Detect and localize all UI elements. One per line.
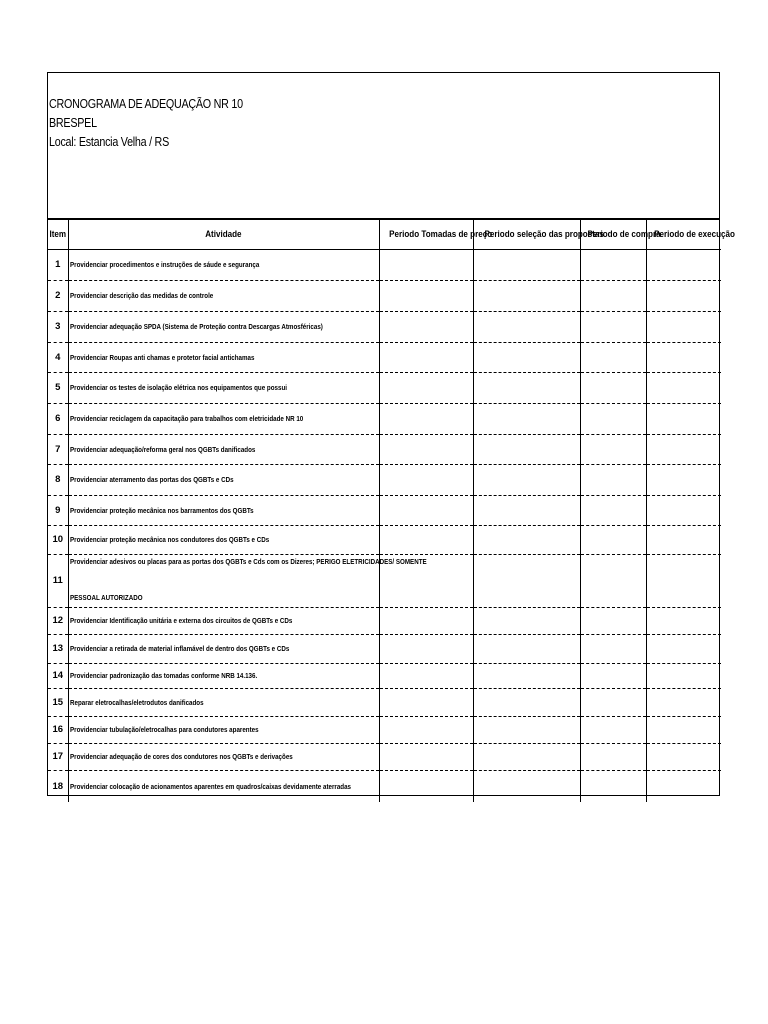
purchase-period-cell[interactable]: [580, 464, 646, 495]
item-number: 14: [48, 663, 68, 688]
execution-period-cell[interactable]: [646, 249, 721, 280]
activity-cell: Providenciar colocação de acionamentos aparentes em quadros/caixas devidamente aterradas: [68, 770, 379, 802]
execution-period-cell[interactable]: [646, 743, 721, 770]
execution-period-cell[interactable]: [646, 554, 721, 607]
document-header: [48, 73, 719, 220]
selection-period-cell[interactable]: [473, 495, 580, 525]
table-row: [48, 554, 721, 607]
activity-cell: Providenciar a retirada de material inflamável de dentro dos QGBTs e CDs: [68, 634, 379, 663]
quote-period-cell[interactable]: [379, 311, 473, 342]
execution-period-cell[interactable]: [646, 403, 721, 434]
quote-period-cell[interactable]: [379, 607, 473, 634]
purchase-period-cell[interactable]: [580, 607, 646, 634]
quote-period-cell[interactable]: [379, 634, 473, 663]
selection-period-cell[interactable]: [473, 554, 580, 607]
selection-period-cell[interactable]: [473, 434, 580, 464]
activity-cell: Providenciar adesivos ou placas para as portas dos QGBTs e Cds com os Dizeres; PERIGO ELETRICIDADES/ SOMENTE PESSOAL AUTORIZADO: [68, 554, 379, 607]
item-number: 12: [48, 607, 68, 634]
execution-period-cell[interactable]: [646, 688, 721, 716]
selection-period-cell[interactable]: [473, 311, 580, 342]
table-row: [48, 372, 721, 403]
item-number: 7: [48, 434, 68, 464]
table-row: [48, 663, 721, 688]
table-row: [48, 688, 721, 716]
column-header-execution-period: Periodo de execução: [646, 220, 721, 249]
location-label: Local: Estancia Velha / RS: [49, 135, 169, 149]
activity-cell: Providenciar os testes de isolação elétrica nos equipamentos que possui: [68, 372, 379, 403]
purchase-period-cell[interactable]: [580, 770, 646, 802]
quote-period-cell[interactable]: [379, 688, 473, 716]
selection-period-cell[interactable]: [473, 342, 580, 372]
selection-period-cell[interactable]: [473, 770, 580, 802]
quote-period-cell[interactable]: [379, 464, 473, 495]
item-number: 5: [48, 372, 68, 403]
purchase-period-cell[interactable]: [580, 495, 646, 525]
table-row: [48, 634, 721, 663]
table-row: [48, 280, 721, 311]
purchase-period-cell[interactable]: [580, 342, 646, 372]
activity-cell: Providenciar tubulação/eletrocalhas para condutores aparentes: [68, 716, 379, 743]
purchase-period-cell[interactable]: [580, 634, 646, 663]
item-number: 10: [48, 525, 68, 554]
column-header-activity: Atividade: [68, 220, 379, 249]
quote-period-cell[interactable]: [379, 372, 473, 403]
column-header-item: Item: [48, 220, 68, 249]
purchase-period-cell[interactable]: [580, 403, 646, 434]
table-row: [48, 403, 721, 434]
activity-cell: Providenciar adequação/reforma geral nos QGBTs danificados: [68, 434, 379, 464]
execution-period-cell[interactable]: [646, 342, 721, 372]
table-row: [48, 607, 721, 634]
spreadsheet-page: [47, 72, 735, 796]
purchase-period-cell[interactable]: [580, 249, 646, 280]
quote-period-cell[interactable]: [379, 249, 473, 280]
selection-period-cell[interactable]: [473, 716, 580, 743]
quote-period-cell[interactable]: [379, 434, 473, 464]
activity-cell: Providenciar aterramento das portas dos QGBTs e CDs: [68, 464, 379, 495]
purchase-period-cell[interactable]: [580, 372, 646, 403]
activity-cell: Providenciar proteção mecânica nos condutores dos QGBTs e CDs: [68, 525, 379, 554]
execution-period-cell[interactable]: [646, 525, 721, 554]
activity-cell: Providenciar adequação SPDA (Sistema de Proteção contra Descargas Atmosféricas): [68, 311, 379, 342]
selection-period-cell[interactable]: [473, 634, 580, 663]
purchase-period-cell[interactable]: [580, 554, 646, 607]
execution-period-cell[interactable]: [646, 280, 721, 311]
selection-period-cell[interactable]: [473, 280, 580, 311]
execution-period-cell[interactable]: [646, 634, 721, 663]
item-number: 18: [52, 780, 64, 792]
execution-period-cell[interactable]: [646, 311, 721, 342]
item-number: 3: [48, 311, 68, 342]
purchase-period-cell[interactable]: [580, 311, 646, 342]
selection-period-cell[interactable]: [473, 607, 580, 634]
selection-period-cell[interactable]: [473, 372, 580, 403]
table-row: [48, 342, 721, 372]
execution-period-cell[interactable]: [646, 716, 721, 743]
activity-cell: Reparar eletrocalhas/eletrodutos danificados: [68, 688, 379, 716]
quote-period-cell[interactable]: [379, 342, 473, 372]
quote-period-cell[interactable]: [379, 525, 473, 554]
activity-cell: Providenciar adequação de cores dos condutores nos QGBTs e derivações: [68, 743, 379, 770]
execution-period-cell[interactable]: [646, 663, 721, 688]
table-row: [48, 495, 721, 525]
item-number: 11: [48, 554, 68, 607]
company-name: BRESPEL: [49, 116, 97, 130]
item-number: 9: [48, 495, 68, 525]
selection-period-cell[interactable]: [473, 663, 580, 688]
purchase-period-cell[interactable]: [580, 434, 646, 464]
table-row: [48, 743, 721, 770]
schedule-table: [48, 220, 735, 802]
purchase-period-cell[interactable]: [580, 688, 646, 716]
activity-cell: Providenciar Roupas anti chamas e protetor facial antichamas: [68, 342, 379, 372]
quote-period-cell[interactable]: [379, 403, 473, 434]
quote-period-cell[interactable]: [379, 280, 473, 311]
column-header-selection-period: Periodo seleção das propostas: [473, 220, 580, 249]
selection-period-cell[interactable]: [473, 249, 580, 280]
quote-period-cell[interactable]: [379, 716, 473, 743]
item-number: 1: [48, 249, 68, 280]
execution-period-cell[interactable]: [646, 770, 721, 802]
activity-cell: Providenciar Identificação unitária e externa dos circuitos de QGBTs e CDs: [68, 607, 379, 634]
item-number: 15: [48, 688, 68, 716]
purchase-period-cell[interactable]: [580, 525, 646, 554]
item-number: 6: [48, 403, 68, 434]
item-number: 8: [48, 464, 68, 495]
table-row: [48, 716, 721, 743]
item-number: 4: [48, 342, 68, 372]
execution-period-cell[interactable]: [646, 434, 721, 464]
table-row: [48, 770, 721, 802]
document-title: CRONOGRAMA DE ADEQUAÇÃO NR 10: [49, 97, 243, 111]
purchase-period-cell[interactable]: [580, 280, 646, 311]
item-number: 13: [48, 634, 68, 663]
table-row: [48, 434, 721, 464]
table-header-row: [48, 220, 721, 249]
activity-cell: Providenciar padronização das tomadas conforme NRB 14.136.: [68, 663, 379, 688]
activity-cell: Providenciar proteção mecânica nos barramentos dos QGBTs: [68, 495, 379, 525]
quote-period-cell[interactable]: [379, 770, 473, 802]
selection-period-cell[interactable]: [473, 525, 580, 554]
table-row: [48, 311, 721, 342]
selection-period-cell[interactable]: [473, 464, 580, 495]
activity-cell: Providenciar procedimentos e instruções de sáude e segurança: [68, 249, 379, 280]
column-header-purchase-period: Periodo de compra: [580, 220, 646, 249]
execution-period-cell[interactable]: [646, 607, 721, 634]
table-row: [48, 249, 721, 280]
item-number: 2: [48, 280, 68, 311]
execution-period-cell[interactable]: [646, 495, 721, 525]
purchase-period-cell[interactable]: [580, 663, 646, 688]
purchase-period-cell[interactable]: [580, 716, 646, 743]
table-row: [48, 464, 721, 495]
execution-period-cell[interactable]: [646, 464, 721, 495]
table-row: [48, 525, 721, 554]
purchase-period-cell[interactable]: [580, 743, 646, 770]
column-header-quote-period: Periodo Tomadas de preço: [379, 220, 473, 249]
quote-period-cell[interactable]: [379, 663, 473, 688]
selection-period-cell[interactable]: [473, 403, 580, 434]
activity-cell: Providenciar reciclagem da capacitação para trabalhos com eletricidade NR 10: [68, 403, 379, 434]
item-number: 16: [48, 716, 68, 743]
activity-cell: Providenciar descrição das medidas de controle: [68, 280, 379, 311]
selection-period-cell[interactable]: [473, 743, 580, 770]
execution-period-cell[interactable]: [646, 372, 721, 403]
selection-period-cell[interactable]: [473, 688, 580, 716]
quote-period-cell[interactable]: [379, 495, 473, 525]
item-number: 17: [48, 743, 68, 770]
quote-period-cell[interactable]: [379, 743, 473, 770]
